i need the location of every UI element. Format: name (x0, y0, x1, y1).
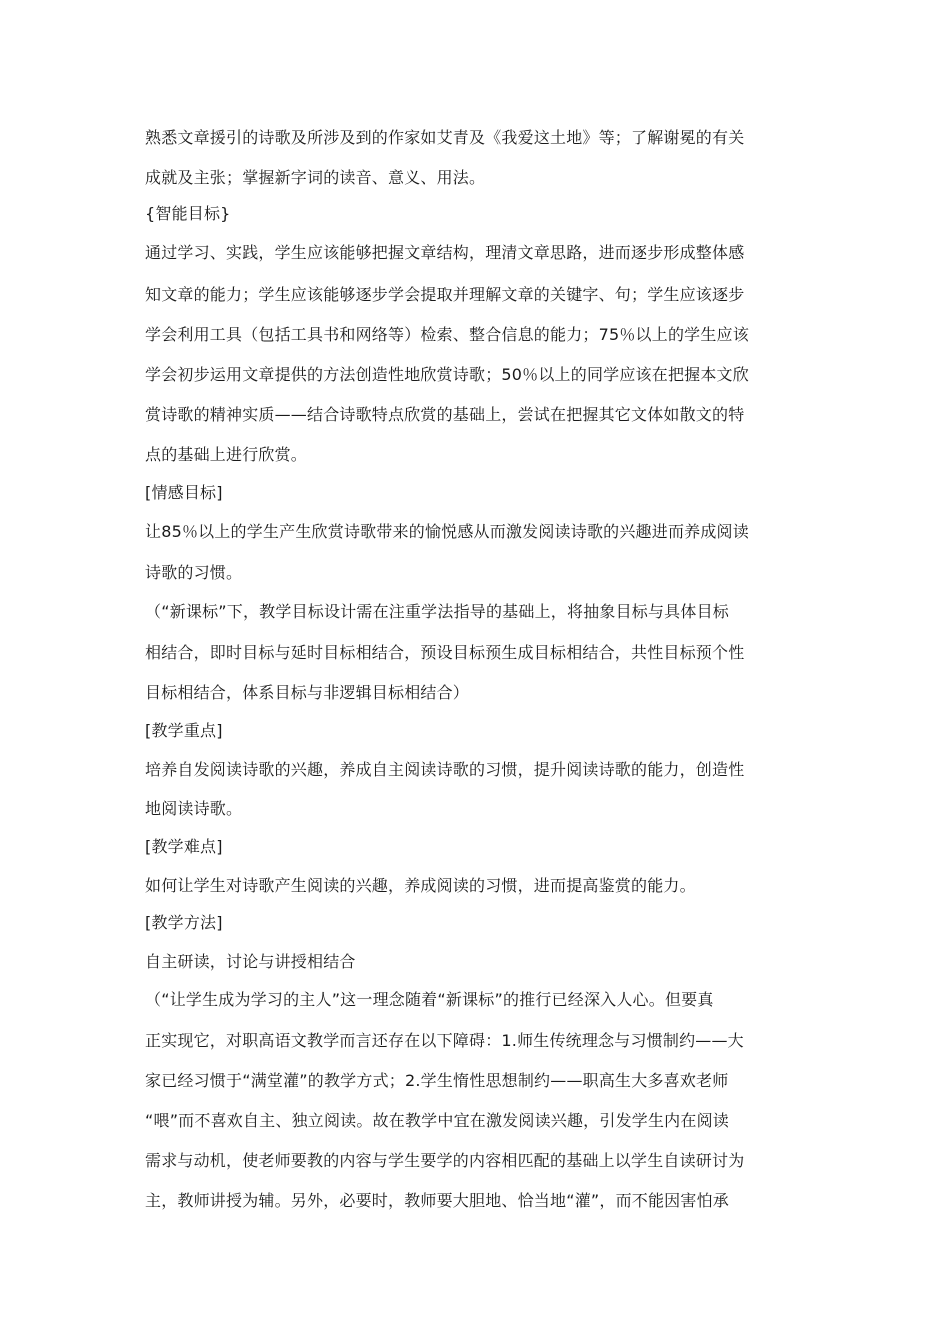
text-line: 培养自发阅读诗歌的兴趣，养成自主阅读诗歌的习惯，提升阅读诗歌的能力，创造性 (145, 760, 745, 779)
text-line: 需求与动机，使老师要教的内容与学生要学的内容相匹配的基础上以学生自读研讨为 (145, 1151, 745, 1170)
section-heading: {智能目标} (145, 204, 231, 223)
section-heading: [情感目标] (145, 483, 223, 502)
text-line: 通过学习、实践，学生应该能够把握文章结构，理清文章思路，进而逐步形成整体感 (145, 243, 745, 262)
text-line: 成就及主张；掌握新字词的读音、意义、用法。 (145, 168, 486, 187)
text-line: 让85％以上的学生产生欣赏诗歌带来的愉悦感从而激发阅读诗歌的兴趣进而养成阅读 (145, 522, 749, 541)
text-line: 地阅读诗歌。 (145, 799, 243, 818)
text-line: 学会利用工具（包括工具书和网络等）检索、整合信息的能力；75％以上的学生应该 (145, 325, 749, 344)
text-line: 相结合，即时目标与延时目标相结合，预设目标预生成目标相结合，共性目标预个性 (145, 643, 745, 662)
text-line: 学会初步运用文章提供的方法创造性地欣赏诗歌；50％以上的同学应该在把握本文欣 (145, 365, 749, 384)
text-line: 点的基础上进行欣赏。 (145, 445, 308, 464)
text-line: 自主研读，讨论与讲授相结合 (145, 952, 356, 971)
section-heading: [教学方法] (145, 913, 223, 932)
text-line: （“新课标”下，教学目标设计需在注重学法指导的基础上，将抽象目标与具体目标 (145, 602, 729, 621)
text-line: 主，教师讲授为辅。另外，必要时，教师要大胆地、恰当地“灌”，而不能因害怕承 (145, 1191, 729, 1210)
text-line: （“让学生成为学习的主人”这一理念随着“新课标”的推行已经深入人心。但要真 (145, 990, 714, 1009)
text-line: 目标相结合，体系目标与非逻辑目标相结合） (145, 683, 470, 702)
text-line: 如何让学生对诗歌产生阅读的兴趣，养成阅读的习惯，进而提高鉴赏的能力。 (145, 876, 696, 895)
section-heading: [教学难点] (145, 837, 223, 856)
text-line: 诗歌的习惯。 (145, 563, 243, 582)
text-line: 正实现它，对职高语文教学而言还存在以下障碍：1.师生传统理念与习惯制约——大 (145, 1031, 744, 1050)
text-line: 家已经习惯于“满堂灌”的教学方式；2.学生惰性思想制约——职高生大多喜欢老师 (145, 1071, 729, 1090)
text-line: 知文章的能力；学生应该能够逐步学会提取并理解文章的关键字、句；学生应该逐步 (145, 285, 745, 304)
text-line: 赏诗歌的精神实质——结合诗歌特点欣赏的基础上，尝试在把握其它文体如散文的特 (145, 405, 745, 424)
text-line: 熟悉文章援引的诗歌及所涉及到的作家如艾青及《我爱这土地》等；了解谢冕的有关 (145, 128, 745, 147)
section-heading: [教学重点] (145, 721, 223, 740)
text-line: “喂”而不喜欢自主、独立阅读。故在教学中宜在激发阅读兴趣，引发学生内在阅读 (145, 1111, 729, 1130)
